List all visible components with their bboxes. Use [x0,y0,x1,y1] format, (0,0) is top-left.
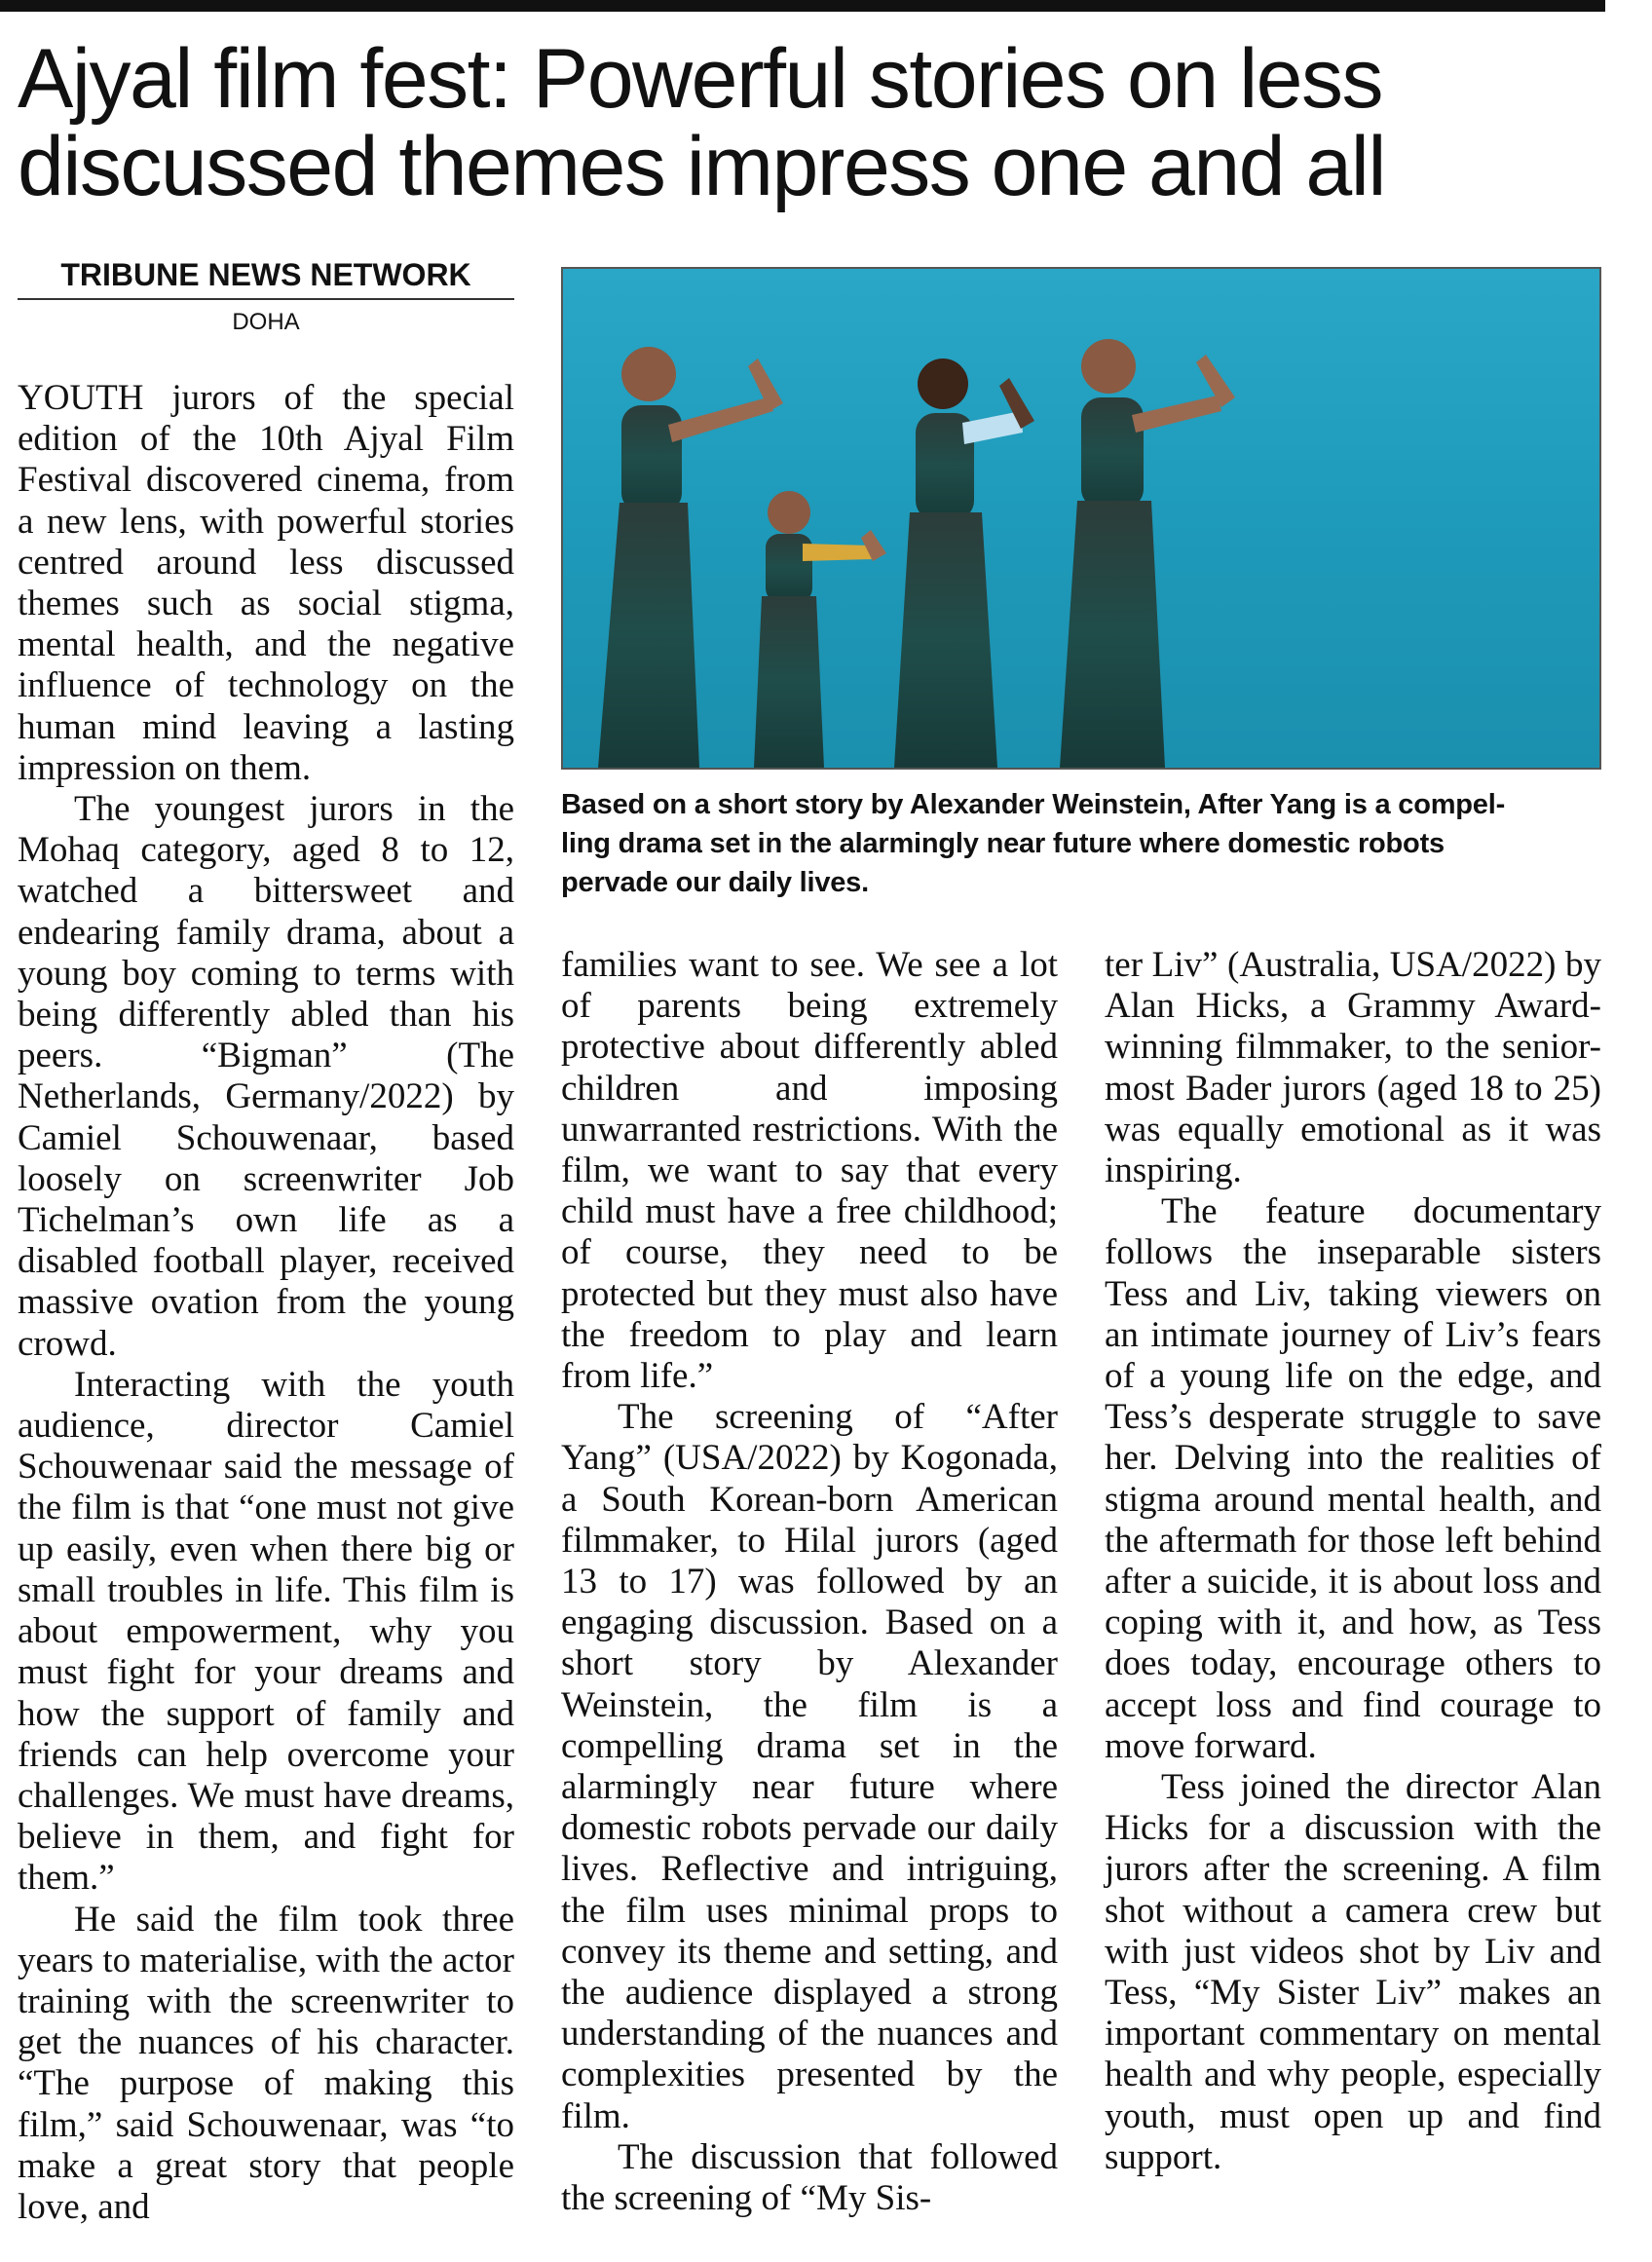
caption-line: ling drama set in the alarmingly near future where domestic robots [561,828,1445,859]
dancer-figure-3 [894,358,1034,768]
paragraph: Tess joined the director Alan Hicks for a discussion with the jurors after the screening. A film shot without a camera crew but with just videos shot by Liv and Tess, “My Sister Liv” makes an important commentary on mental health and why people, especially youth, must open up and find support. [1105,1767,1601,2177]
paragraph: The discussion that followed the screening of “My Sis- [561,2136,1058,2219]
caption-line: Based on a short story by Alexander Weinstein, After Yang is a compel- [561,789,1506,820]
headline-line-2: discussed themes impress one and all [18,120,1385,213]
dancer-figure-1 [598,347,783,768]
article-column-2 [561,945,1058,2219]
paragraph: Interacting with the youth audience, director Camiel Schouwenaar said the message of the film is that “one must not give up easily, even when there big or small troubles in life. This film is about empowerment, why you must fight for your dreams and how the support of family and friends can help overcome your challenges. We must have dreams, believe in them, and fight for them.” [18,1364,514,1899]
paragraph: The feature documentary follows the inseparable sisters Tess and Liv, taking viewers on an intimate journey of Liv’s fears of a young life on the edge, and Tess’s desperate struggle to save her. Delving into the realities of stigma around mental health, and the aftermath for those left behind after a suicide, it is about loss and coping with it, and how, as Tess does today, encourage others to accept loss and find courage to move forward. [1105,1191,1601,1766]
dateline: DOHA [232,309,300,335]
headline-line-1: Ajyal film fest: Powerful stories on less [18,32,1383,126]
paragraph: YOUTH jurors of the special edition of the 10th Ajyal Film Festival discovered cinema, from a new lens, with powerful stories centred around less discussed themes such as social stigma, mental health, and the negative influence of technology on the human mind leaving a lasting impression on them. [18,378,514,788]
photo-caption [561,785,1613,902]
top-rule [0,0,1605,12]
dancer-figure-4 [1060,339,1235,768]
dancer-figure-2 [754,491,886,768]
caption-line: pervade our daily lives. [561,867,869,898]
dancers-photo-illustration [563,269,1599,768]
paragraph: The youngest jurors in the Mohaq category, aged 8 to 12, watched a bittersweet and endearing family drama, about a young boy coming to terms with being differently abled than his peers. “Bigman” (The Netherlands, Germany/2022) by Camiel Schouwenaar, based loosely on screenwriter Job Tichelman’s own life as a disabled football player, received massive ovation from the young crowd. [18,789,514,1364]
byline: TRIBUNE NEWS NETWORK [18,255,514,300]
headline [18,32,1615,213]
article-column-1 [18,378,514,2228]
article-column-3 [1105,945,1601,2178]
paragraph: ter Liv” (Australia, USA/2022) by Alan Hicks, a Grammy Award-winning filmmaker, to the senior-most Bader jurors (aged 18 to 25) was equally emotional as it was inspiring. [1105,945,1601,1191]
paragraph: He said the film took three years to materialise, with the actor training with the screenwriter to get the nuances of his character. “The purpose of making this film,” said Schouwenaar, was “to make a great story that people love, and [18,1899,514,2227]
paragraph: The screening of “After Yang” (USA/2022) by Kogonada, a South Korean-born American filmmaker, to Hilal jurors (aged 13 to 17) was followed by an engaging discussion. Based on a short story by Alexander Weinstein, the film is a compelling drama set in the alarmingly near future where domestic robots pervade our daily lives. Reflective and intriguing, the film uses minimal props to convey its theme and setting, and the audience displayed a strong understanding of the nuances and complexities presented by the film. [561,1397,1058,2136]
paragraph: families want to see. We see a lot of parents being extremely protective about differently abled children and imposing unwarranted restrictions. With the film, we want to say that every child must have a free childhood; of course, they need to be protected but they must also have the freedom to play and learn from life.” [561,945,1058,1397]
byline-block [18,255,514,339]
article-photo [561,267,1601,770]
